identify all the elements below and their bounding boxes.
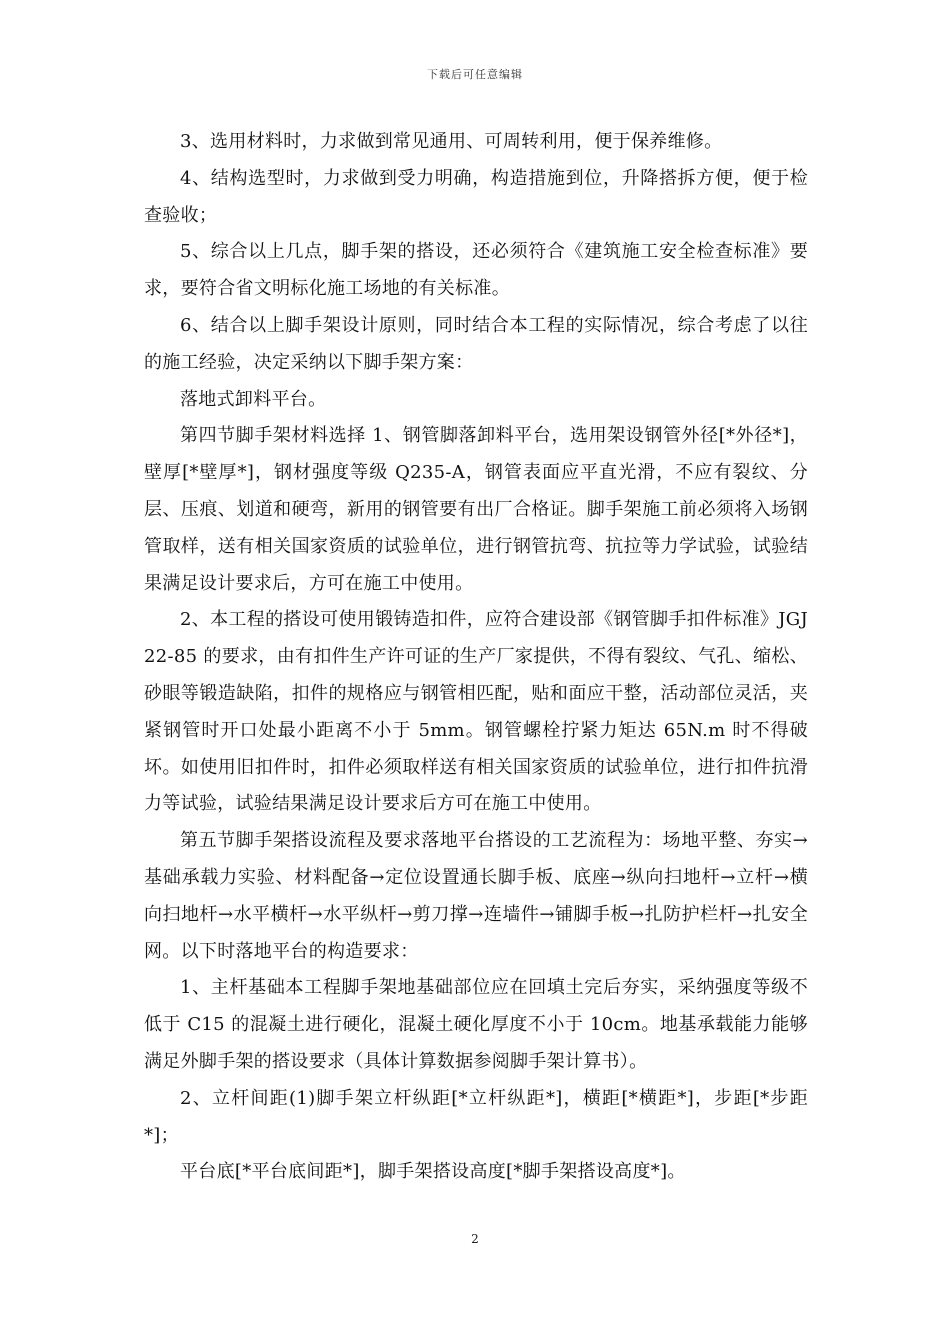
paragraph-section-five: 第五节脚手架搭设流程及要求落地平台搭设的工艺流程为：场地平整、夯实→基础承载力实验、材料配备→定位设置通长脚手板、底座→纵向扫地杆→立杆→横向扫地杆→水平横杆→水平纵杆→剪刀撑→连墙件→铺脚手板→扎防护栏杆→扎安全网。以下时落地平台的构造要求：	[144, 830, 808, 962]
paragraph-platform-height: 平台底[*平台底间距*]，脚手架搭设高度[*脚手架搭设高度*]。	[180, 1161, 686, 1183]
paragraph-foundation: 1、主杆基础本工程脚手架地基础部位应在回填土完后夯实，采纳强度等级不低于 C15 的混凝土进行硬化，混凝土硬化厚度不小于 10cm。地基承载能力能够满足外脚手架的搭设要求（具体计算数据参阅脚手架计算书）。	[144, 977, 808, 1072]
paragraph-material-selection: 3、选用材料时，力求做到常见通用、可周转利用，便于保养维修。	[180, 131, 723, 152]
paragraph-structure-selection: 4、结构选型时，力求做到受力明确，构造措施到位，升降搭拆方便，便于检查验收；	[144, 167, 808, 226]
paragraph-fastener-requirements: 2、本工程的搭设可使用锻铸造扣件，应符合建设部《钢管脚手扣件标准》JGJ22-85 的要求，由有扣件生产许可证的生产厂家提供，不得有裂纹、气孔、缩松、砂眼等锻造缺陷，扣件的规格应与钢管相匹配，贴和面应干整，活动部位灵活，夹紧钢管时开口处最小距离不小于 5mm。钢管螺栓拧紧力矩达 65N.m 时不得破坏。如使用旧扣件时，扣件必须取样送有相关国家资质的试验单位，进行扣件抗滑力等试验，试验结果满足设计要求后方可在施工中使用。	[144, 609, 808, 815]
paragraph-platform-type: 落地式卸料平台。	[180, 388, 327, 410]
page-header: 下载后可任意编辑	[427, 68, 523, 81]
paragraph-scaffold-plan: 6、结合以上脚手架设计原则，同时结合本工程的实际情况，综合考虑了以往的施工经验，决定采纳以下脚手架方案：	[144, 314, 808, 373]
paragraph-pole-spacing: 2、立杆间距(1)脚手架立杆纵距[*立杆纵距*]，横距[*横距*]，步距[*步距*]；	[144, 1087, 808, 1146]
paragraph-safety-standard: 5、综合以上几点，脚手架的搭设，还必须符合《建筑施工安全检查标准》要求，要符合省文明标化施工场地的有关标准。	[144, 241, 808, 300]
page-number: 2	[471, 1232, 479, 1246]
document-body	[144, 124, 808, 1191]
paragraph-section-four: 第四节脚手架材料选择 1、钢管脚落卸料平台，选用架设钢管外径[*外径*]，壁厚[*壁厚*]，钢材强度等级 Q235-A，钢管表面应平直光滑，不应有裂纹、分层、压痕、划道和硬弯，新用的钢管要有出厂合格证。脚手架施工前必须将入场钢管取样，送有相关国家资质的试验单位，进行钢管抗弯、抗拉等力学试验，试验结果满足设计要求后，方可在施工中使用。	[144, 425, 808, 594]
